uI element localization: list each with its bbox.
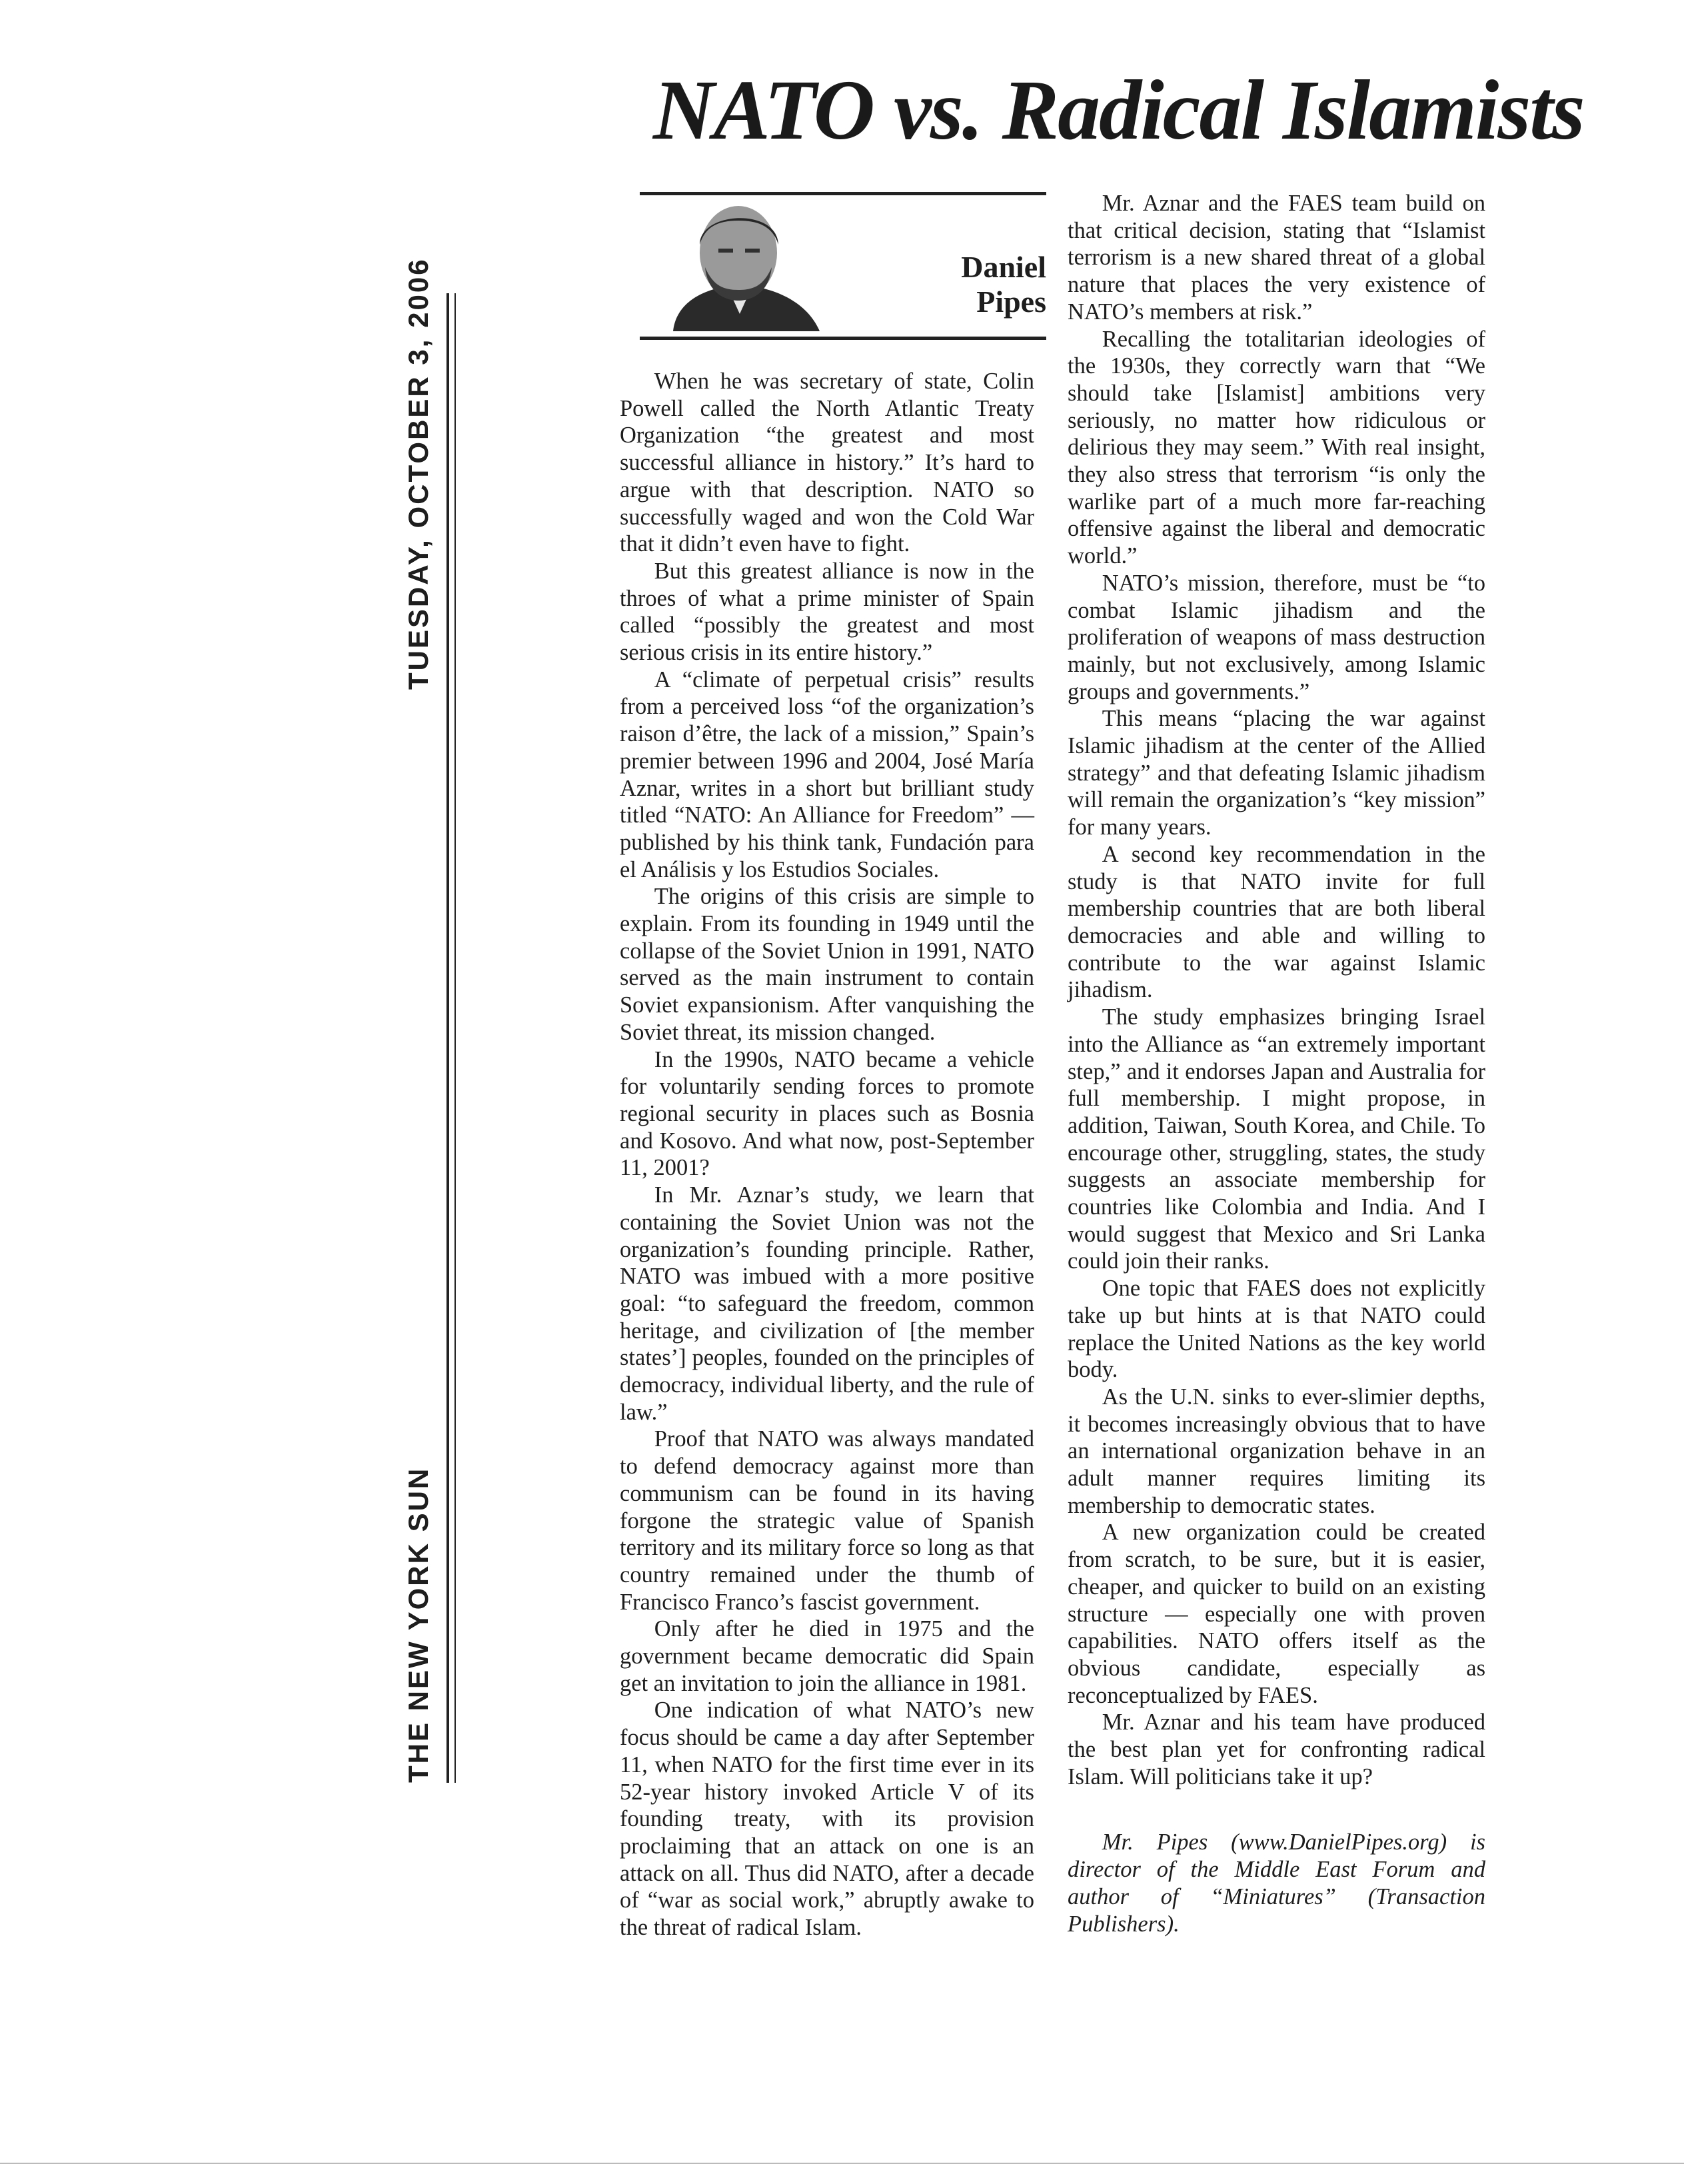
paragraph: Recalling the totalitarian ideologies of the 1930s, they correctly warn that “We should take [Islamist] ambitions very seriously, no matter how ridiculous or delirious they may seem.” With real insight, they also stress that terrorism “is only the warlike part of a much more far-reaching offensive against the liberal and democratic world.” [1068, 326, 1485, 569]
paragraph: When he was secretary of state, Colin Powell called the North Atlantic Treaty Organization “the greatest and most successful alliance in history.” It’s hard to argue with that description. NATO so successfully waged and won the Cold War that it didn’t even have to fight. [620, 369, 1034, 557]
paragraph: NATO’s mission, therefore, must be “to combat Islamic jihadism and the proliferation of weapons of mass destruction mainly, but not exclusively, among Islamic groups and governments.” [1068, 570, 1485, 704]
paragraph: A second key recommendation in the study is that NATO invite for full membership countries that are both liberal democracies and able and willing to contribute to the war against Islamic jihadism. [1068, 841, 1485, 1003]
paragraph: Mr. Aznar and the FAES team build on that critical decision, stating that “Islamist terrorism is a new shared threat of a global nature that places the very existence of NATO’s members at risk.” [1068, 191, 1485, 325]
author-portrait [646, 201, 833, 331]
paragraph: A “climate of perpetual crisis” results from a perceived loss “of the organization’s raison d’être, the lack of a mission,” Spain’s premier between 1996 and 2004, José María Aznar, writes in a short but brilliant study titled “NATO: An Alliance for Freedom” — published by his think tank, Fundación para el Análisis y los Estudios Sociales. [620, 666, 1034, 882]
issue-date: TUESDAY, OCTOBER 3, 2006 [403, 257, 434, 690]
paragraph: One topic that FAES does not explicitly take up but hints at is that NATO could replace the United Nations as the key world body. [1068, 1276, 1485, 1383]
paragraph: This means “placing the war against Islamic jihadism at the center of the Allied strategy” and that defeating Islamic jihadism will remain the organization’s “key mission” for many years. [1068, 706, 1485, 840]
author-first-name: Daniel [961, 250, 1046, 284]
author-bio: Mr. Pipes (www.DanielPipes.org) is director of the Middle East Forum and author of “Miniatures” (Transaction Publishers). [1068, 1829, 1485, 1937]
margin-rule-thin [454, 293, 456, 1783]
page-bottom-rule [0, 2163, 1684, 2164]
publication-name: THE NEW YORK SUN [403, 1466, 434, 1783]
paragraph: The origins of this crisis are simple to explain. From its founding in 1949 until the collapse of the Soviet Union in 1991, NATO served as the main instrument to contain Soviet expansionism. After vanquishing the Soviet threat, its mission changed. [620, 884, 1034, 1045]
paragraph: One indication of what NATO’s new focus should be came a day after September 11, when NATO for the first time ever in its 52-year history invoked Article V of its founding treaty, with its provision proclaiming that an attack on one is an attack on all. Thus did NATO, after a decade of “war as social work,” abruptly awake to the threat of radical Islam. [620, 1697, 1034, 1941]
paragraph: The study emphasizes bringing Israel into the Alliance as “an extremely important step,” and it endorses Japan and Australia for full membership. I might propose, in addition, Taiwan, South Korea, and Chile. To encourage other, struggling, states, the study suggests an associate membership for countries like Colombia and India. And I would suggest that Mexico and Sri Lanka could join their ranks. [1068, 1004, 1485, 1274]
author-name [961, 250, 1046, 319]
article-column-1 [620, 368, 1034, 1941]
paragraph: But this greatest alliance is now in the throes of what a prime minister of Spain called “possibly the greatest and most serious crisis in its entire history.” [620, 558, 1034, 666]
paragraph: Proof that NATO was always mandated to defend democracy against more than communism can be found in its having forgone the strategic value of Spanish territory and its military force so long as that country remained under the thumb of Francisco Franco’s fascist government. [620, 1426, 1034, 1615]
paragraph: Mr. Aznar and his team have produced the best plan yet for confronting radical Islam. Will politicians take it up? [1068, 1709, 1485, 1789]
paragraph: As the U.N. sinks to ever-slimier depths, it becomes increasingly obvious that to have an international organization behave in an adult manner requires limiting its membership to democratic states. [1068, 1384, 1485, 1518]
byline [640, 192, 1046, 340]
paragraph: In the 1990s, NATO became a vehicle for voluntarily sending forces to promote regional security in places such as Bosnia and Kosovo. And what now, post-September 11, 2001? [620, 1046, 1034, 1181]
paragraph: A new organization could be created from scratch, to be sure, but it is easier, cheaper, and quicker to build on an existing structure — especially one with proven capabilities. NATO offers itself as the obvious candidate, especially as reconceptualized by FAES. [1068, 1520, 1485, 1708]
paragraph: In Mr. Aznar’s study, we learn that containing the Soviet Union was not the organization’s founding principle. Rather, NATO was imbued with a more positive goal: “to safeguard the freedom, common heritage, and civilization of [the member states’] peoples, founded on the principles of democracy, individual liberty, and the rule of law.” [620, 1182, 1034, 1425]
article-column-2 [1068, 190, 1485, 1937]
headline: NATO vs. Radical Islamists [653, 63, 1584, 157]
margin-rule [446, 293, 449, 1783]
author-last-name: Pipes [976, 284, 1046, 319]
paragraph: Only after he died in 1975 and the government became democratic did Spain get an invitation to join the alliance in 1981. [620, 1616, 1034, 1696]
